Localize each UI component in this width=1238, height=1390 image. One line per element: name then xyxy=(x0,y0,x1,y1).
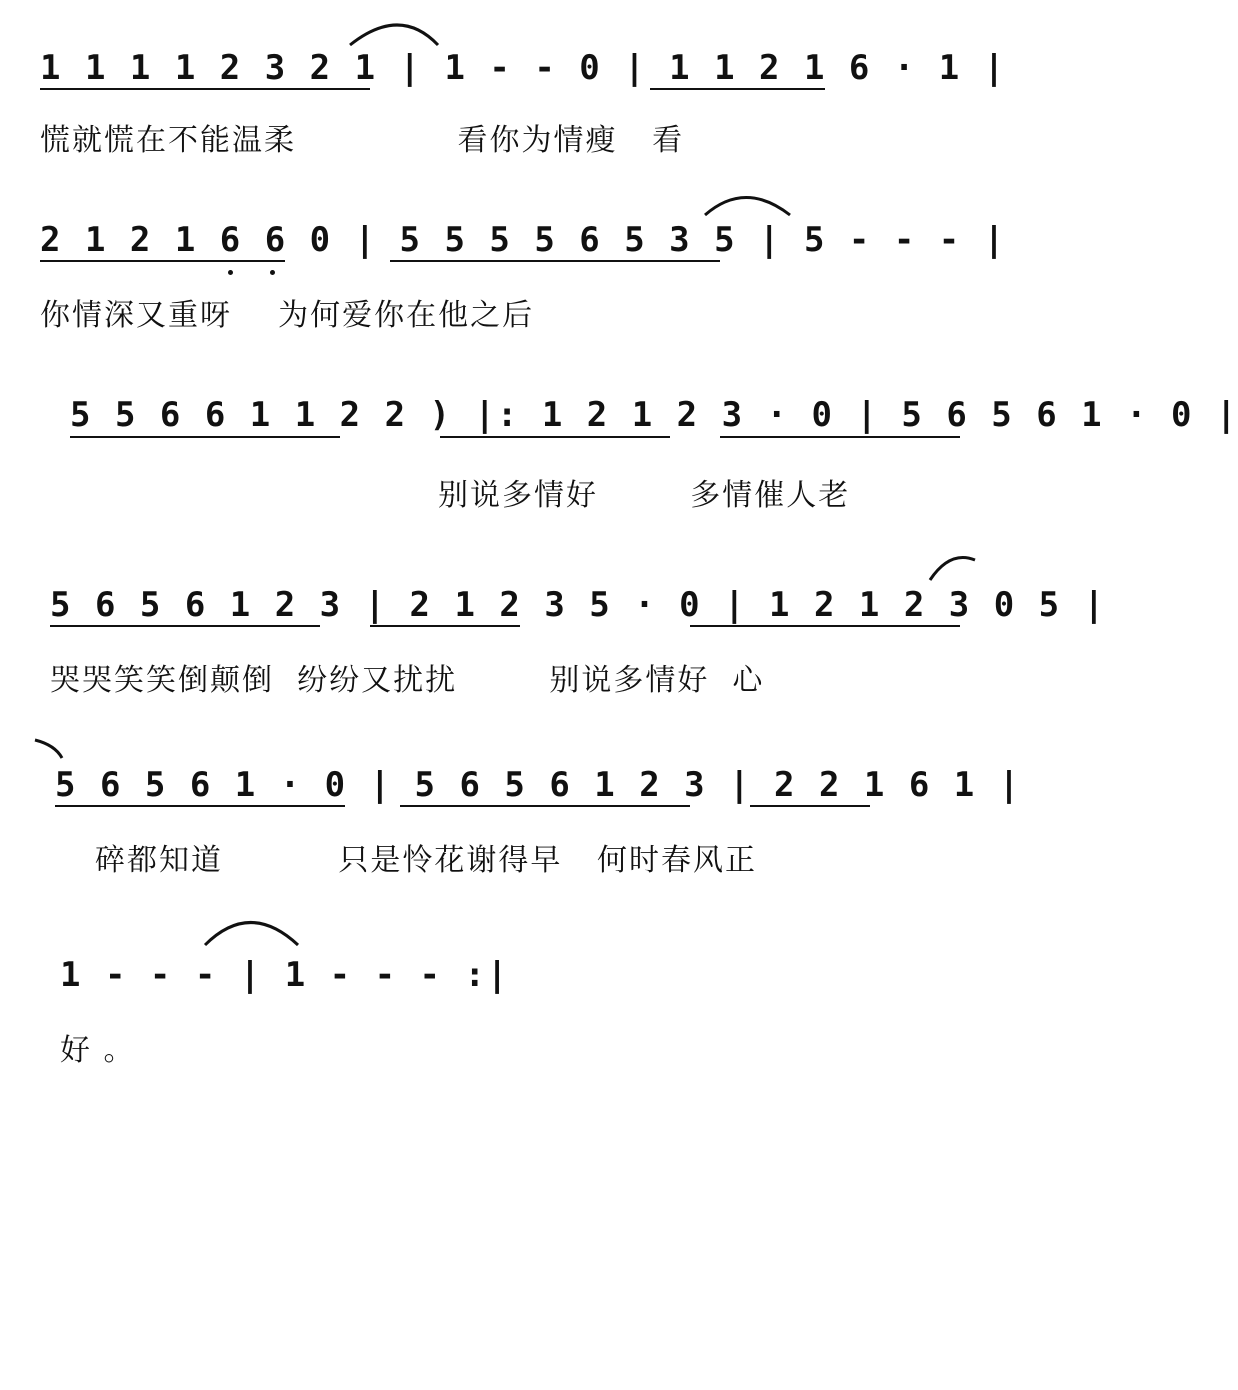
notation-line-6: 1 - - - | 1 - - - :| xyxy=(60,955,510,995)
beam xyxy=(40,88,370,90)
lyrics-line-5: 碎都知道 只是怜花谢得早 何时春风正 xyxy=(95,843,757,878)
lyrics-line-2: 你情深又重呀 为何爱你在他之后 xyxy=(40,298,535,333)
beam xyxy=(70,436,340,438)
beam xyxy=(650,88,825,90)
low-octave-dot xyxy=(270,270,275,275)
beam xyxy=(720,436,960,438)
lyrics-line-1: 慌就慌在不能温柔 看你为情瘦 看 xyxy=(40,123,685,158)
notation-line-3: 5 5 6 6 1 1 2 2 ) |: 1 2 1 2 3 · 0 | 5 6 5 6 1 · 0 | xyxy=(70,395,1238,435)
beam xyxy=(400,805,690,807)
slur xyxy=(350,25,438,45)
lyrics-line-6: 好 。 xyxy=(60,1033,136,1068)
beam xyxy=(55,805,345,807)
beam xyxy=(390,260,720,262)
lyrics-line-4: 哭哭笑笑倒颠倒 纷纷又扰扰 别说多情好 心 xyxy=(50,663,765,698)
notation-line-1: 1 1 1 1 2 3 2 1 | 1 - - 0 | 1 1 2 1 6 · 1 | xyxy=(40,48,1007,88)
slur xyxy=(705,198,790,216)
low-octave-dot xyxy=(228,270,233,275)
beam xyxy=(440,436,670,438)
beam xyxy=(40,260,285,262)
beam xyxy=(690,625,960,627)
notation-line-4: 5 6 5 6 1 2 3 | 2 1 2 3 5 · 0 | 1 2 1 2 3 0 5 | xyxy=(50,585,1107,625)
beam xyxy=(50,625,320,627)
slur xyxy=(930,558,975,581)
notation-line-5: 5 6 5 6 1 · 0 | 5 6 5 6 1 2 3 | 2 2 1 6 1 | xyxy=(55,765,1022,805)
beam xyxy=(370,625,520,627)
beam xyxy=(750,805,870,807)
notation-line-2: 2 1 2 1 6 6 0 | 5 5 5 5 6 5 3 5 | 5 - - - | xyxy=(40,220,1007,260)
slur xyxy=(205,923,298,946)
lyrics-line-3: 别说多情好 多情催人老 xyxy=(438,478,851,513)
slur xyxy=(35,740,62,758)
